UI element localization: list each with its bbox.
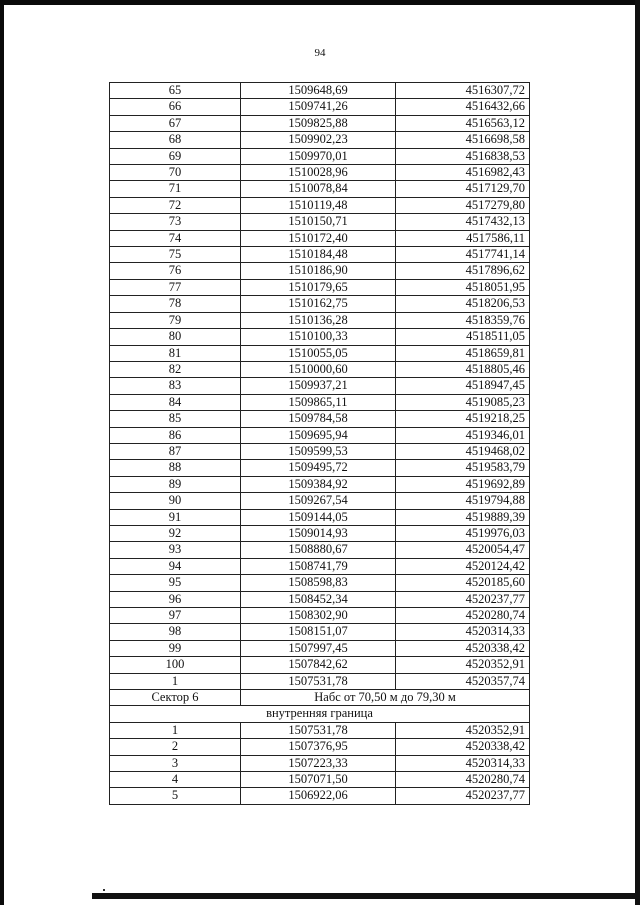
coordinate-y: 4520338,42	[396, 640, 530, 656]
table-row	[110, 312, 530, 328]
coordinate-x: 1508598,83	[241, 575, 396, 591]
coordinate-x: 1509741,26	[241, 99, 396, 115]
table-row	[110, 427, 530, 443]
table-row	[110, 345, 530, 361]
coordinate-x: 1509599,53	[241, 443, 396, 459]
coordinate-x: 1507223,33	[241, 755, 396, 771]
coordinate-y: 4520054,47	[396, 542, 530, 558]
coordinate-y: 4518359,76	[396, 312, 530, 328]
coordinate-y: 4517741,14	[396, 247, 530, 263]
point-number: 80	[110, 329, 241, 345]
table-row	[110, 755, 530, 771]
coordinate-x: 1509144,05	[241, 509, 396, 525]
coordinate-x: 1508302,90	[241, 608, 396, 624]
coordinate-x: 1507997,45	[241, 640, 396, 656]
point-number: 68	[110, 132, 241, 148]
sector-row	[110, 690, 530, 706]
table-row	[110, 378, 530, 394]
table-row	[110, 542, 530, 558]
table-row	[110, 247, 530, 263]
coordinate-y: 4516838,53	[396, 148, 530, 164]
point-number: 72	[110, 197, 241, 213]
point-number: 2	[110, 739, 241, 755]
coordinate-x: 1510184,48	[241, 247, 396, 263]
coordinate-x: 1509648,69	[241, 83, 396, 99]
table-row	[110, 673, 530, 689]
coordinate-x: 1509784,58	[241, 411, 396, 427]
coordinate-y: 4519889,39	[396, 509, 530, 525]
table-row	[110, 115, 530, 131]
coordinate-x: 1509495,72	[241, 460, 396, 476]
table-row	[110, 181, 530, 197]
coordinate-y: 4517896,62	[396, 263, 530, 279]
point-number: 98	[110, 624, 241, 640]
table-row	[110, 361, 530, 377]
point-number: 76	[110, 263, 241, 279]
table-row	[110, 624, 530, 640]
coordinate-x: 1507531,78	[241, 722, 396, 738]
point-number: 73	[110, 214, 241, 230]
coordinate-y: 4517432,13	[396, 214, 530, 230]
point-number: 99	[110, 640, 241, 656]
table-row	[110, 493, 530, 509]
table-row	[110, 788, 530, 804]
table-row	[110, 722, 530, 738]
point-number: 85	[110, 411, 241, 427]
scan-border-left	[0, 0, 4, 905]
inner-boundary-label: внутренняя граница	[110, 706, 530, 722]
point-number: 1	[110, 673, 241, 689]
coordinate-y: 4520357,74	[396, 673, 530, 689]
table-row	[110, 608, 530, 624]
table-row	[110, 772, 530, 788]
coordinate-y: 4520124,42	[396, 558, 530, 574]
coordinate-y: 4518511,05	[396, 329, 530, 345]
table-row	[110, 329, 530, 345]
coordinate-y: 4519346,01	[396, 427, 530, 443]
table-row	[110, 230, 530, 246]
coordinate-y: 4517279,80	[396, 197, 530, 213]
point-number: 87	[110, 443, 241, 459]
table-row	[110, 394, 530, 410]
coordinate-x: 1507842,62	[241, 657, 396, 673]
table-row	[110, 460, 530, 476]
scan-border-right	[635, 0, 640, 905]
scan-border-bottom	[92, 893, 640, 899]
point-number: 74	[110, 230, 241, 246]
coordinate-y: 4518206,53	[396, 296, 530, 312]
table-row	[110, 148, 530, 164]
coordinate-y: 4520314,33	[396, 755, 530, 771]
point-number: 69	[110, 148, 241, 164]
coordinate-x: 1510100,33	[241, 329, 396, 345]
point-number: 1	[110, 722, 241, 738]
point-number: 90	[110, 493, 241, 509]
point-number: 88	[110, 460, 241, 476]
point-number: 94	[110, 558, 241, 574]
coordinate-y: 4518947,45	[396, 378, 530, 394]
point-number: 75	[110, 247, 241, 263]
coordinate-x: 1506922,06	[241, 788, 396, 804]
point-number: 95	[110, 575, 241, 591]
coordinate-y: 4516307,72	[396, 83, 530, 99]
table-row	[110, 165, 530, 181]
point-number: 65	[110, 83, 241, 99]
table-row	[110, 296, 530, 312]
point-number: 5	[110, 788, 241, 804]
coordinate-y: 4516563,12	[396, 115, 530, 131]
scan-border-top	[0, 0, 640, 5]
coordinate-y: 4520314,33	[396, 624, 530, 640]
point-number: 67	[110, 115, 241, 131]
table-row	[110, 640, 530, 656]
coordinate-y: 4520237,77	[396, 788, 530, 804]
point-number: 4	[110, 772, 241, 788]
table-row	[110, 476, 530, 492]
coordinate-x: 1510000,60	[241, 361, 396, 377]
point-number: 97	[110, 608, 241, 624]
point-number: 71	[110, 181, 241, 197]
scan-speck	[103, 889, 105, 891]
coordinate-y: 4519692,89	[396, 476, 530, 492]
table-row	[110, 575, 530, 591]
point-number: 93	[110, 542, 241, 558]
coordinate-y: 4517586,11	[396, 230, 530, 246]
table-row	[110, 214, 530, 230]
coordinate-x: 1509902,23	[241, 132, 396, 148]
sector-description: Набс от 70,50 м до 79,30 м	[241, 690, 530, 706]
table-row	[110, 132, 530, 148]
table-row	[110, 279, 530, 295]
coordinate-x: 1510055,05	[241, 345, 396, 361]
point-number: 83	[110, 378, 241, 394]
coordinate-y: 4520185,60	[396, 575, 530, 591]
point-number: 84	[110, 394, 241, 410]
coordinate-y: 4520352,91	[396, 722, 530, 738]
coordinate-y: 4519976,03	[396, 525, 530, 541]
coordinate-y: 4517129,70	[396, 181, 530, 197]
coordinate-x: 1509014,93	[241, 525, 396, 541]
point-number: 100	[110, 657, 241, 673]
table-row	[110, 263, 530, 279]
inner-boundary-row	[110, 706, 530, 722]
coordinate-x: 1509384,92	[241, 476, 396, 492]
point-number: 82	[110, 361, 241, 377]
point-number: 70	[110, 165, 241, 181]
coordinate-x: 1510172,40	[241, 230, 396, 246]
point-number: 3	[110, 755, 241, 771]
coordinate-y: 4519794,88	[396, 493, 530, 509]
point-number: 81	[110, 345, 241, 361]
coordinate-y: 4520280,74	[396, 608, 530, 624]
table-row	[110, 525, 530, 541]
coordinate-x: 1509937,21	[241, 378, 396, 394]
coordinate-x: 1510186,90	[241, 263, 396, 279]
coordinate-x: 1507531,78	[241, 673, 396, 689]
point-number: 86	[110, 427, 241, 443]
coordinate-x: 1508741,79	[241, 558, 396, 574]
coordinate-x: 1508151,07	[241, 624, 396, 640]
coordinate-x: 1510119,48	[241, 197, 396, 213]
coordinate-x: 1509825,88	[241, 115, 396, 131]
coordinate-x: 1507376,95	[241, 739, 396, 755]
coordinate-y: 4518805,46	[396, 361, 530, 377]
table-row	[110, 83, 530, 99]
point-number: 79	[110, 312, 241, 328]
point-number: 77	[110, 279, 241, 295]
coordinate-x: 1509267,54	[241, 493, 396, 509]
table-row	[110, 411, 530, 427]
coordinate-y: 4518659,81	[396, 345, 530, 361]
page-number: 94	[314, 47, 326, 59]
sector-label: Сектор 6	[110, 690, 241, 706]
coordinate-y: 4519085,23	[396, 394, 530, 410]
coordinate-x: 1508452,34	[241, 591, 396, 607]
coordinate-x: 1508880,67	[241, 542, 396, 558]
coordinate-x: 1509695,94	[241, 427, 396, 443]
coordinate-y: 4520280,74	[396, 772, 530, 788]
coordinate-y: 4519583,79	[396, 460, 530, 476]
coordinates-table	[109, 82, 530, 805]
point-number: 89	[110, 476, 241, 492]
coordinates-table-body-bottom	[110, 722, 530, 804]
point-number: 92	[110, 525, 241, 541]
point-number: 78	[110, 296, 241, 312]
table-row	[110, 739, 530, 755]
table-row	[110, 657, 530, 673]
coordinate-y: 4520352,91	[396, 657, 530, 673]
coordinate-x: 1510078,84	[241, 181, 396, 197]
table-row	[110, 509, 530, 525]
table-row	[110, 558, 530, 574]
table-row	[110, 197, 530, 213]
coordinate-x: 1510179,65	[241, 279, 396, 295]
table-row	[110, 443, 530, 459]
coordinate-y: 4520237,77	[396, 591, 530, 607]
coordinate-y: 4516432,66	[396, 99, 530, 115]
coordinate-y: 4518051,95	[396, 279, 530, 295]
table-row	[110, 99, 530, 115]
point-number: 66	[110, 99, 241, 115]
coordinate-x: 1509865,11	[241, 394, 396, 410]
coordinate-x: 1510150,71	[241, 214, 396, 230]
coordinate-x: 1507071,50	[241, 772, 396, 788]
coordinate-y: 4519218,25	[396, 411, 530, 427]
coordinate-y: 4519468,02	[396, 443, 530, 459]
coordinate-x: 1509970,01	[241, 148, 396, 164]
coordinates-table-body-top	[110, 83, 530, 690]
point-number: 91	[110, 509, 241, 525]
coordinate-x: 1510162,75	[241, 296, 396, 312]
point-number: 96	[110, 591, 241, 607]
table-row	[110, 591, 530, 607]
coordinate-x: 1510136,28	[241, 312, 396, 328]
coordinate-x: 1510028,96	[241, 165, 396, 181]
sector-section	[110, 690, 530, 723]
coordinate-y: 4520338,42	[396, 739, 530, 755]
coordinate-y: 4516698,58	[396, 132, 530, 148]
coordinate-y: 4516982,43	[396, 165, 530, 181]
